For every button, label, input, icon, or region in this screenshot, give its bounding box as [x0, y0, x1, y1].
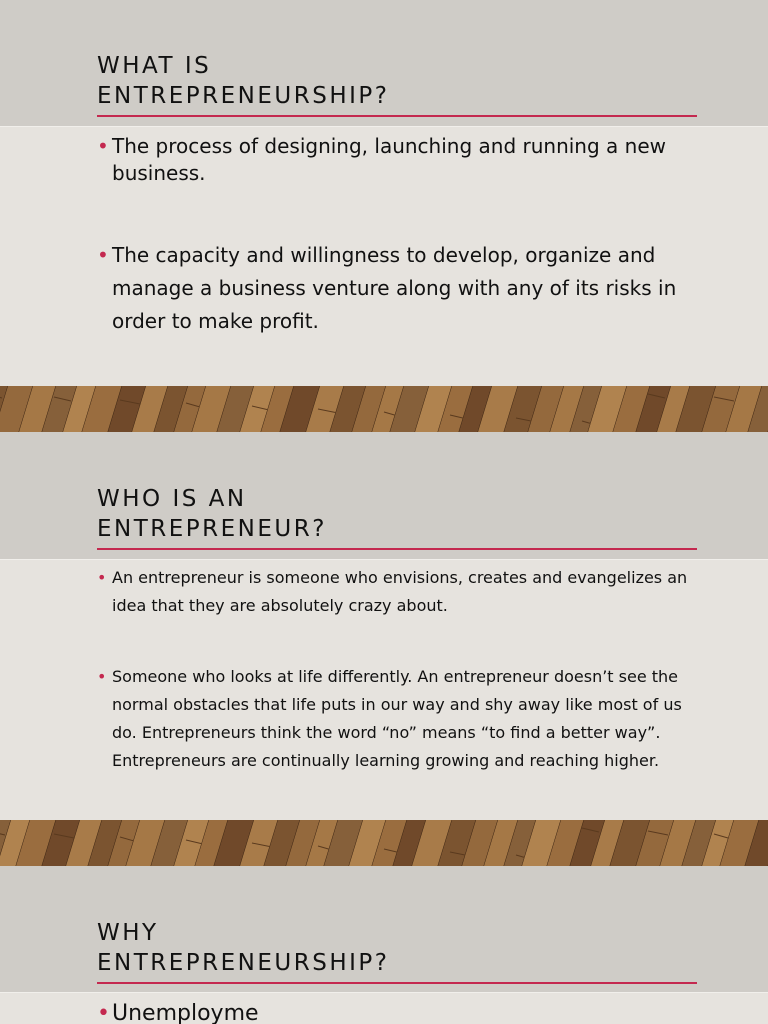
slide-header: [0, 866, 768, 992]
title-underline: [97, 548, 697, 550]
title-underline: [97, 982, 697, 984]
bullet-dot-icon: •: [97, 1001, 110, 1024]
wood-floor-divider: [0, 820, 768, 866]
title-underline: [97, 115, 697, 117]
bullet-item: • An entrepreneur is someone who envisions, creates and evangelizes an idea that they are absolutely crazy about.: [97, 564, 697, 620]
slide-title: WHY ENTREPRENEURSHIP?: [97, 920, 390, 976]
bullet-dot-icon: •: [97, 667, 107, 686]
wood-floor-divider: [0, 386, 768, 432]
slide-what-is-entrepreneurship: [0, 0, 768, 386]
bullet-dot-icon: •: [97, 243, 109, 267]
slide-who-is-entrepreneur: [0, 432, 768, 820]
bullet-item: • The process of designing, launching and running a new business.: [97, 134, 666, 185]
slide-title: WHO IS AN ENTREPRENEUR?: [97, 486, 327, 542]
bullet-item: • Unemployme: [97, 999, 697, 1024]
bullet-dot-icon: •: [97, 134, 109, 158]
bullet-dot-icon: •: [97, 568, 107, 587]
slide-content: [0, 559, 768, 820]
bullet-item: • Someone who looks at life differently. An entrepreneur doesn’t see the normal obstacles that life puts in our way and shy away like most of us do. Entrepreneurs think the word “no” means “to find a better way”. Entrepreneurs are continually learning growing and reaching higher.: [97, 663, 697, 775]
bullet-item: • The capacity and willingness to develop, organize and manage a business venture along with any of its risks in order to make profit.: [97, 239, 697, 338]
slide-content: [0, 992, 768, 1024]
slide-why-entrepreneurship: [0, 866, 768, 1024]
slide-content: [0, 126, 768, 386]
slide-header: [0, 0, 768, 126]
slide-header: [0, 432, 768, 559]
slide-title: WHAT IS ENTREPRENEURSHIP?: [97, 53, 390, 109]
